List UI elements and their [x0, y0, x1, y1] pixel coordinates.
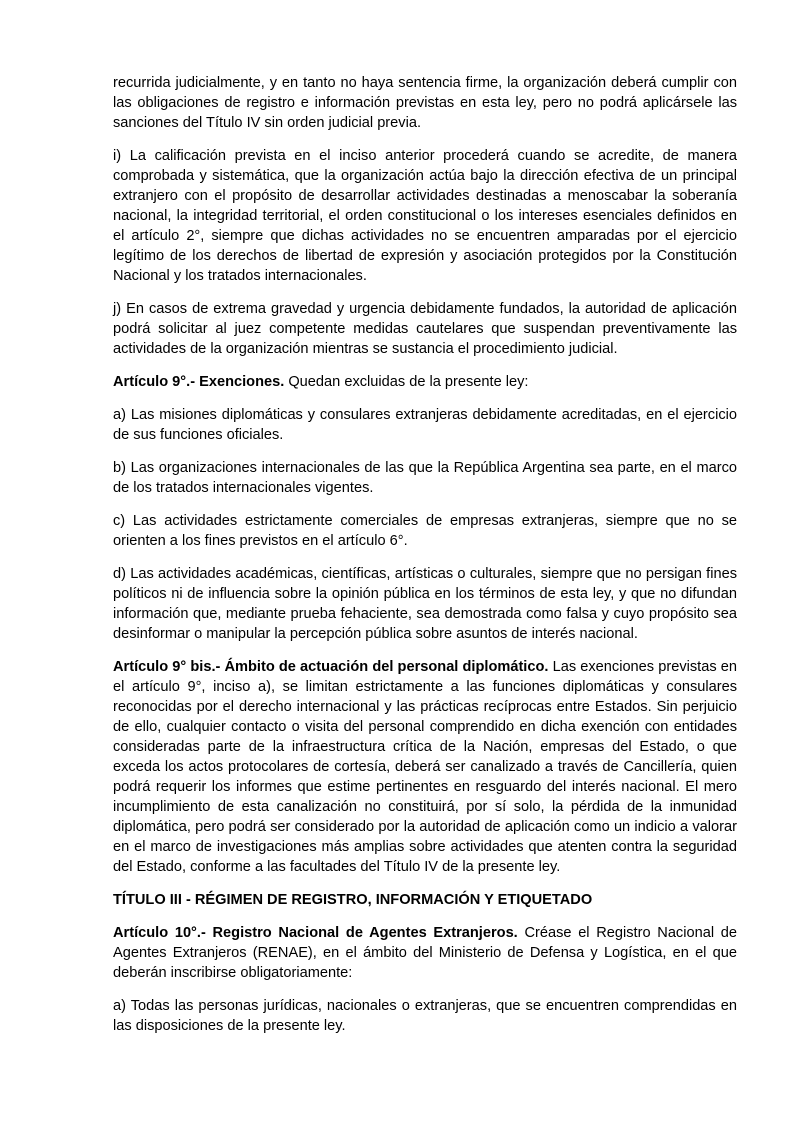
paragraph-text: c) Las actividades estrictamente comerciales de empresas extranjeras, siempre que no se orienten a los fines previstos en el artículo 6°. [113, 513, 737, 549]
paragraph-item-j [113, 299, 737, 359]
paragraph-text: a) Las misiones diplomáticas y consulares extranjeras debidamente acreditadas, en el ejercicio de sus funciones oficiales. [113, 407, 737, 443]
paragraph-text: d) Las actividades académicas, científicas, artísticas o culturales, siempre que no persigan fines políticos ni de influencia sobre la opinión pública en los términos de esta ley, y que no difundan información que, mediante prueba fehaciente, sea demostrada como falsa y cuyo propósito sea desinformar o manipular la percepción pública sobre asuntos de interés nacional. [113, 566, 737, 642]
article-title: Artículo 9°.- Exenciones. [113, 374, 285, 390]
article-9-exemptions [113, 372, 737, 392]
paragraph-text: recurrida judicialmente, y en tanto no haya sentencia firme, la organización deberá cumplir con las obligaciones de registro e información previstas en esta ley, pero no podrá aplicársele las sanciones del Título IV sin orden judicial previa. [113, 75, 737, 131]
article-10-registry [113, 923, 737, 983]
article-9-bis-diplomatic-staff [113, 657, 737, 877]
paragraph-text: j) En casos de extrema gravedad y urgencia debidamente fundados, la autoridad de aplicación podrá solicitar al juez competente medidas cautelares que suspendan preventivamente las actividades de la organización mientras se sustancia el procedimiento judicial. [113, 301, 737, 357]
paragraph-registry-item-a [113, 996, 737, 1036]
paragraph-text: b) Las organizaciones internacionales de las que la República Argentina sea parte, en el marco de los tratados internacionales vigentes. [113, 460, 737, 496]
paragraph-item-c [113, 511, 737, 551]
paragraph-text: a) Todas las personas jurídicas, nacionales o extranjeras, que se encuentren comprendidas en las disposiciones de la presente ley. [113, 998, 737, 1034]
paragraph-item-d [113, 564, 737, 644]
article-title: Artículo 10°.- Registro Nacional de Agentes Extranjeros. [113, 925, 518, 941]
title-iii-heading [113, 890, 737, 910]
article-text: Créase el Registro Nacional de Agentes Extranjeros (RENAE), en el ámbito del Ministerio de Defensa y Logística, en el que deberán inscribirse obligatoriamente: [113, 925, 737, 981]
paragraph-judicial-recourse [113, 73, 737, 133]
article-text: Las exenciones previstas en el artículo 9°, inciso a), se limitan estrictamente a las funciones diplomáticas y consulares reconocidas por el derecho internacional y las prácticas recíprocas entre Estados. Sin perjuicio de ello, cualquier contacto o visita del personal comprendido en dicha exención con entidades consideradas parte de la infraestructura crítica de la Nación, empresas del Estado, o que exceda los actos protocolares de cortesía, deberá ser canalizado a través de Cancillería, quien podrá requerir los informes que estime pertinentes en resguardo del interés nacional. El mero incumplimiento de esta canalización no constituirá, por sí solo, la pérdida de la inmunidad diplomática, pero podrá ser considerado por la autoridad de aplicación como un indicio a valorar en el marco de investigaciones más amplias sobre actividades que atenten contra la seguridad del Estado, conforme a las facultades del Título IV de la presente ley. [113, 659, 737, 875]
article-text: Quedan excluidas de la presente ley: [284, 374, 529, 390]
paragraph-text: i) La calificación prevista en el inciso anterior procederá cuando se acredite, de manera comprobada y sistemática, que la organización actúa bajo la dirección efectiva de un principal extranjero con el propósito de desarrollar actividades destinadas a menoscabar la soberanía nacional, la integridad territorial, el orden constitucional o los intereses esenciales definidos en el artículo 2°, siempre que dichas actividades no se encuentren amparadas por el ejercicio legítimo de los derechos de libertad de expresión y asociación protegidos por la Constitución Nacional y los tratados internacionales. [113, 148, 737, 284]
article-title: Artículo 9° bis.- Ámbito de actuación del personal diplomático. [113, 659, 549, 675]
document-page [113, 73, 737, 1049]
paragraph-item-a [113, 405, 737, 445]
paragraph-item-i [113, 146, 737, 286]
paragraph-item-b [113, 458, 737, 498]
section-heading: TÍTULO III - RÉGIMEN DE REGISTRO, INFORMACIÓN Y ETIQUETADO [113, 892, 593, 908]
